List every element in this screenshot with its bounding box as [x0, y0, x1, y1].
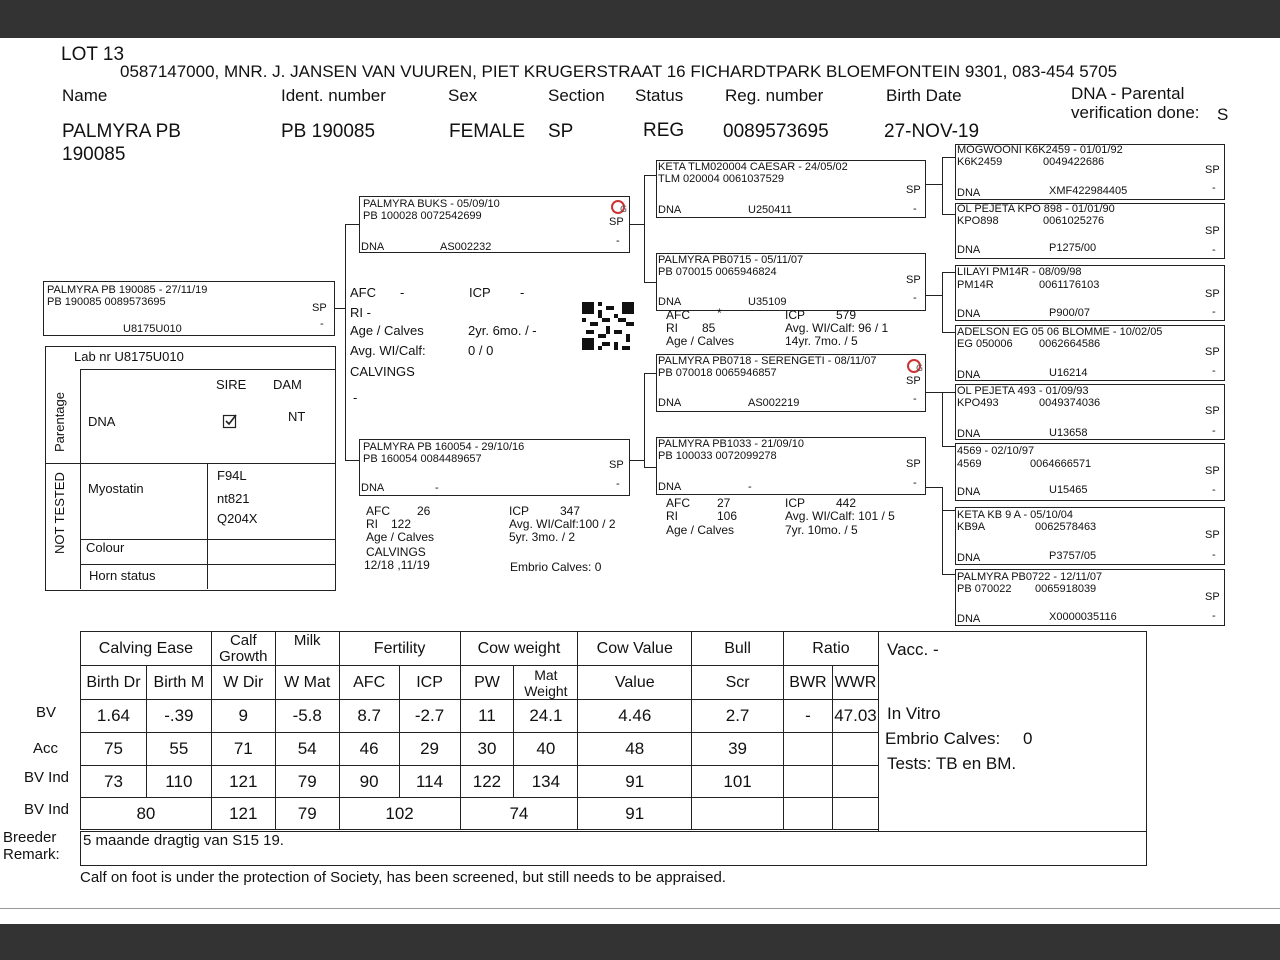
ggp-0-reg: 0049422686	[1043, 156, 1105, 168]
ind2-cell: 74	[460, 798, 578, 830]
col-w-mat: W Mat	[275, 666, 339, 700]
gp-3-afc-label: AFC	[666, 496, 690, 510]
calf-logo-icon	[611, 199, 627, 215]
ggp-2-section: SP	[1205, 288, 1220, 300]
ggp-1-reg: 0061025276	[1043, 215, 1105, 227]
dam-title: PALMYRA PB 160054 - 29/10/16	[363, 441, 525, 453]
row-label-bv-ind: BV Ind	[24, 769, 70, 786]
subject-icp-value: -	[520, 285, 525, 300]
gp-1-dna-code: U35109	[748, 296, 787, 308]
qr-code	[582, 301, 634, 351]
ggp-1-title: OL PEJETA KPO 898 - 01/01/90	[957, 203, 1115, 215]
sire-dash: -	[616, 235, 620, 247]
ggp-7-section: SP	[1205, 591, 1220, 603]
ggp-0-dash: -	[1212, 182, 1216, 194]
lab-results-box	[45, 346, 336, 591]
dam-age-label: Age / Calves	[366, 530, 435, 544]
group-fertility: Fertility	[339, 632, 460, 666]
animal-ident: PB 190085	[281, 121, 376, 142]
ind-cell	[783, 766, 832, 798]
bottom-bar	[0, 924, 1280, 960]
col-wwr: WWR	[832, 666, 878, 700]
horn-status-label: Horn status	[89, 568, 156, 583]
col-afc: AFC	[339, 666, 399, 700]
acc-cell: 75	[81, 733, 147, 766]
ind-cell: 114	[399, 766, 460, 798]
gp-3-dash: -	[913, 477, 917, 489]
ggp-0-dna-label: DNA	[957, 187, 981, 199]
grandparent-box-3	[656, 437, 926, 495]
row-label-bv: BV	[36, 704, 57, 721]
dam-dna-code: -	[435, 482, 439, 494]
gp-3-dna-code: -	[748, 481, 752, 493]
top-bar	[0, 0, 1280, 38]
animal-sex: FEMALE	[449, 121, 526, 142]
gp-1-reg: PB 070015 0065946824	[658, 266, 777, 278]
ggp-5-dna-code: U15465	[1049, 484, 1088, 496]
label-dna-1: DNA - Parental	[1071, 84, 1185, 103]
vacc-text: Vacc. -	[887, 640, 939, 659]
bv-cell: 9	[211, 700, 275, 733]
acc-cell: 40	[514, 733, 578, 766]
animal-name-1: PALMYRA PB	[62, 121, 181, 142]
colour-label: Colour	[86, 540, 125, 555]
ggp-2-dna-label: DNA	[957, 308, 981, 320]
gp-1-ri-label: RI	[666, 321, 678, 335]
myostatin-q204x: Q204X	[217, 511, 258, 526]
col-birth-dr: Birth Dr	[81, 666, 147, 700]
checkbox-checked-icon	[222, 413, 238, 429]
bv-cell: -	[783, 700, 832, 733]
ggp-5-id: 4569	[957, 458, 982, 470]
ggp-6-reg: 0062578463	[1035, 521, 1097, 533]
ggp-5-dna-label: DNA	[957, 486, 981, 498]
vaccination-panel	[878, 631, 1147, 832]
parentage-label: Parentage	[52, 392, 67, 452]
ggp-2-dna-code: P900/07	[1049, 307, 1090, 319]
dam-icp-label: ICP	[509, 504, 530, 518]
gp-3-reg: PB 100033 0072099278	[658, 450, 777, 462]
group-calf-growth: Calf Growth	[211, 632, 275, 666]
acc-cell: 55	[146, 733, 211, 766]
sire-pedigree-box	[359, 196, 630, 253]
gp-2-dash: -	[913, 393, 917, 405]
bv-cell: 47.03	[832, 700, 878, 733]
embrio-value: 0	[1023, 729, 1033, 748]
grandparent-box-2	[656, 354, 926, 412]
ggp-3-title: ADELSON EG 05 06 BLOMME - 10/02/05	[957, 326, 1163, 338]
ggp-1-dash: -	[1212, 244, 1216, 256]
calf-logo-icon	[907, 358, 923, 374]
acc-cell: 39	[692, 733, 784, 766]
dam-pedigree-box	[359, 439, 630, 496]
gp-0-section: SP	[906, 184, 921, 196]
embrio-label: Embrio Calves:	[885, 729, 1001, 748]
ggp-5-reg: 0064666571	[1030, 458, 1092, 470]
group-cow-value: Cow Value	[578, 632, 692, 666]
in-vitro-label: In Vitro	[887, 704, 941, 723]
lab-dam-dna-value: NT	[288, 409, 306, 424]
ggp-6-dash: -	[1212, 549, 1216, 561]
col-value: Value	[578, 666, 692, 700]
animal-section: SP	[548, 121, 574, 142]
great-grandparent-box-4	[955, 384, 1225, 440]
great-grandparent-box-3	[955, 325, 1225, 381]
ggp-4-dna-code: U13658	[1049, 427, 1088, 439]
dam-icp-value: 347	[560, 504, 581, 518]
ggp-7-title: PALMYRA PB0722 - 12/11/07	[957, 571, 1103, 583]
ggp-7-id: PB 070022	[957, 583, 1012, 595]
gp-0-dna-label: DNA	[658, 204, 682, 216]
grandparent-box-0	[656, 160, 926, 218]
animal-birth: 27-NOV-19	[884, 121, 980, 142]
animal-reg: 0089573695	[723, 121, 829, 142]
acc-cell: 71	[211, 733, 275, 766]
ggp-7-dash: -	[1212, 610, 1216, 622]
dam-calvings-value: 12/18 ,11/19	[364, 558, 430, 572]
ggp-6-id: KB9A	[957, 521, 986, 533]
gp-1-icp-label: ICP	[785, 308, 806, 322]
ind-cell: 101	[692, 766, 784, 798]
bv-cell: 4.46	[578, 700, 692, 733]
svg-text:G: G	[916, 364, 923, 374]
ggp-6-dna-label: DNA	[957, 552, 981, 564]
gp-3-wi: Avg. WI/Calf: 101 / 5	[785, 509, 895, 523]
gp-1-icp-value: 579	[836, 308, 857, 322]
great-grandparent-box-1	[955, 203, 1225, 259]
group-calving-ease: Calving Ease	[81, 632, 212, 666]
ggp-3-dna-label: DNA	[957, 369, 981, 381]
great-grandparent-box-2	[955, 265, 1225, 321]
ind2-cell: 102	[339, 798, 460, 830]
lab-sire-header: SIRE	[216, 377, 247, 392]
ggp-6-dna-code: P3757/05	[1049, 550, 1097, 562]
not-tested-label: NOT TESTED	[52, 472, 67, 554]
great-grandparent-box-0	[955, 144, 1225, 200]
acc-cell: 46	[339, 733, 399, 766]
sire-dna-label: DNA	[361, 241, 385, 253]
footer-note: Calf on foot is under the protection of Society, has been screened, but still needs to be appraised.	[80, 869, 726, 886]
ggp-1-section: SP	[1205, 225, 1220, 237]
group-cow-weight: Cow weight	[460, 632, 578, 666]
great-grandparent-box-5	[955, 443, 1225, 501]
owner-line: 0587147000, MNR. J. JANSEN VAN VUUREN, PIET KRUGERSTRAAT 16 FICHARDTPARK BLOEMFONTEIN 9301, 083-454 5705	[120, 62, 1118, 81]
col-w-dir: W Dir	[211, 666, 275, 700]
sire-dna-code: AS002232	[440, 241, 492, 253]
dam-age-value: 5yr. 3mo. / 2	[509, 530, 576, 544]
subject-title: PALMYRA PB 190085 - 27/11/19	[47, 284, 208, 296]
col-scr: Scr	[692, 666, 784, 700]
col-bwr: BWR	[783, 666, 832, 700]
myostatin-nt821: nt821	[217, 491, 250, 506]
label-status: Status	[635, 86, 684, 105]
acc-cell	[832, 733, 878, 766]
gp-1-age-label: Age / Calves	[666, 334, 735, 348]
subject-afc-value: -	[400, 285, 405, 300]
ind-cell: 91	[578, 766, 692, 798]
subject-dna-code: U8175U010	[123, 323, 182, 335]
ind2-cell: 91	[578, 798, 692, 830]
sire-section: SP	[609, 216, 624, 228]
ggp-6-section: SP	[1205, 529, 1220, 541]
gp-3-age-value: 7yr. 10mo. / 5	[785, 523, 858, 537]
gp-3-section: SP	[906, 458, 921, 470]
ggp-0-id: K6K2459	[957, 156, 1003, 168]
dam-afc-value: 26	[417, 504, 431, 518]
ggp-2-id: PM14R	[957, 279, 994, 291]
ggp-7-dna-label: DNA	[957, 613, 981, 625]
acc-cell: 30	[460, 733, 514, 766]
gp-1-afc-label: AFC	[666, 308, 690, 322]
subject-reg-line: PB 190085 0089573695	[47, 296, 166, 308]
ggp-0-dna-code: XMF422984405	[1049, 185, 1128, 197]
svg-text:G: G	[620, 205, 627, 215]
ggp-7-dna-code: X0000035116	[1049, 611, 1117, 623]
ggp-1-dna-code: P1275/00	[1049, 242, 1097, 254]
subject-afc-label: AFC	[350, 285, 376, 300]
label-sex: Sex	[448, 86, 478, 105]
ggp-7-reg: 0065918039	[1035, 583, 1097, 595]
remark-label-1: Breeder	[3, 829, 57, 846]
remark-label-2: Remark:	[3, 846, 60, 863]
label-dna-2: verification done:	[1071, 103, 1200, 122]
col-icp: ICP	[399, 666, 460, 700]
ggp-4-id: KPO493	[957, 397, 999, 409]
acc-cell: 54	[275, 733, 339, 766]
dam-ri-label: RI	[366, 517, 378, 531]
acc-cell	[783, 733, 832, 766]
gp-3-title: PALMYRA PB1033 - 21/09/10	[658, 438, 804, 450]
bv-cell: 8.7	[339, 700, 399, 733]
label-name: Name	[62, 86, 108, 105]
great-grandparent-box-6	[955, 507, 1225, 565]
divider	[0, 908, 1280, 909]
ind-cell: 110	[146, 766, 211, 798]
label-birth: Birth Date	[886, 86, 962, 105]
ggp-3-dash: -	[1212, 365, 1216, 377]
gp-3-icp-label: ICP	[785, 496, 806, 510]
gp-0-title: KETA TLM020004 CAESAR - 24/05/02	[658, 161, 848, 173]
dam-reg-line: PB 160054 0084489657	[363, 453, 482, 465]
ggp-3-section: SP	[1205, 346, 1220, 358]
ggp-4-reg: 0049374036	[1039, 397, 1101, 409]
ind-cell	[832, 766, 878, 798]
subject-section: SP	[312, 302, 327, 314]
bv-cell: 24.1	[514, 700, 578, 733]
bv-cell: 1.64	[81, 700, 147, 733]
gp-1-wi: Avg. WI/Calf: 96 / 1	[785, 321, 889, 335]
remark-text: 5 maande dragtig van S15 19.	[83, 832, 284, 849]
subject-wi-label: Avg. WI/Calf:	[350, 343, 426, 358]
dam-afc-label: AFC	[366, 504, 390, 518]
gp-1-section: SP	[906, 274, 921, 286]
gp-1-age-value: 14yr. 7mo. / 5	[785, 334, 858, 348]
ind-cell: 122	[460, 766, 514, 798]
myostatin-label: Myostatin	[88, 481, 144, 496]
group-milk: Milk	[275, 632, 339, 666]
gp-0-reg: TLM 020004 0061037529	[658, 173, 784, 185]
lot-number: LOT 13	[61, 44, 125, 65]
great-grandparent-box-7	[955, 569, 1225, 626]
gp-3-icp-value: 442	[836, 496, 857, 510]
acc-cell: 29	[399, 733, 460, 766]
tests-text: Tests: TB en BM.	[887, 754, 1017, 773]
dam-section: SP	[609, 459, 624, 471]
remark-box	[80, 831, 1147, 866]
gp-3-afc-value: 27	[717, 496, 731, 510]
ggp-2-title: LILAYI PM14R - 08/09/98	[957, 266, 1082, 278]
subject-age-label: Age / Calves	[350, 323, 424, 338]
animal-name-2: 190085	[62, 144, 126, 165]
breeding-values-table	[80, 631, 879, 830]
gp-0-dash: -	[913, 203, 917, 215]
ggp-5-dash: -	[1212, 484, 1216, 496]
col-birth-m: Birth M	[146, 666, 211, 700]
subject-wi-value: 0 / 0	[468, 343, 494, 358]
bv-cell: 11	[460, 700, 514, 733]
ind-cell: 73	[81, 766, 147, 798]
lab-dam-header: DAM	[273, 377, 302, 392]
subject-pedigree-box	[43, 281, 335, 336]
gp-2-dna-label: DNA	[658, 397, 682, 409]
dam-ri-value: 122	[391, 517, 412, 531]
ggp-4-dna-label: DNA	[957, 428, 981, 440]
dam-calvings-label: CALVINGS	[366, 545, 426, 559]
ind2-cell: 121	[211, 798, 275, 830]
ggp-0-title: MOGWOONI K6K2459 - 01/01/92	[957, 144, 1123, 156]
gp-3-dna-label: DNA	[658, 481, 682, 493]
lab-dna-label: DNA	[88, 414, 116, 429]
ind-cell: 121	[211, 766, 275, 798]
ggp-3-dna-code: U16214	[1049, 367, 1088, 379]
subject-icp-label: ICP	[469, 285, 491, 300]
label-ident: Ident. number	[281, 86, 386, 105]
ind2-cell: 80	[81, 798, 212, 830]
sire-title: PALMYRA BUKS - 05/09/10	[363, 198, 500, 210]
ggp-4-section: SP	[1205, 405, 1220, 417]
dna-verification-value: S	[1217, 105, 1229, 124]
subject-dash: -	[320, 318, 324, 330]
ggp-3-id: EG 050006	[957, 338, 1013, 350]
row-label-acc: Acc	[33, 740, 59, 757]
acc-cell: 48	[578, 733, 692, 766]
subject-calvings-label: CALVINGS	[350, 364, 415, 379]
gp-1-ri-value: 85	[702, 321, 716, 335]
subject-ri: RI -	[350, 305, 371, 320]
gp-3-ri-value: 106	[717, 509, 738, 523]
gp-2-reg: PB 070018 0065946857	[658, 367, 777, 379]
ggp-4-dash: -	[1212, 425, 1216, 437]
bv-cell: 2.7	[692, 700, 784, 733]
label-reg: Reg. number	[725, 86, 824, 105]
col-mat-weight: Mat Weight	[514, 666, 578, 700]
ind-cell: 90	[339, 766, 399, 798]
gp-3-age-label: Age / Calves	[666, 523, 735, 537]
ind-cell: 134	[514, 766, 578, 798]
gp-1-afc-value: *	[717, 306, 722, 320]
ind-cell: 79	[275, 766, 339, 798]
ind2-cell: 79	[275, 798, 339, 830]
bv-cell: -2.7	[399, 700, 460, 733]
dam-wi: Avg. WI/Calf:100 / 2	[509, 517, 616, 531]
ggp-6-title: KETA KB 9 A - 05/10/04	[957, 509, 1073, 521]
ggp-1-id: KPO898	[957, 215, 999, 227]
subject-age-value: 2yr. 6mo. / -	[468, 323, 537, 338]
row-label-bv-ind-2: BV Ind	[24, 801, 70, 818]
gp-2-section: SP	[906, 375, 921, 387]
ggp-5-section: SP	[1205, 465, 1220, 477]
group-ratio: Ratio	[783, 632, 878, 666]
gp-3-ri-label: RI	[666, 509, 678, 523]
gp-1-dna-label: DNA	[658, 296, 682, 308]
gp-2-dna-code: AS002219	[748, 397, 800, 409]
subject-calvings-value: -	[353, 390, 358, 405]
ggp-2-reg: 0061176103	[1039, 279, 1100, 291]
bv-cell: -.39	[146, 700, 211, 733]
ggp-4-title: OL PEJETA 493 - 01/09/93	[957, 385, 1089, 397]
myostatin-f94l: F94L	[217, 468, 247, 483]
grandparent-box-1	[656, 253, 926, 311]
ggp-0-section: SP	[1205, 164, 1220, 176]
ggp-5-title: 4569 - 02/10/97	[957, 445, 1035, 457]
gp-2-title: PALMYRA PB0718 - SERENGETI - 08/11/07	[658, 355, 877, 367]
lab-number: Lab nr U8175U010	[74, 349, 184, 364]
animal-status: REG	[643, 120, 685, 141]
gp-0-dna-code: U250411	[748, 204, 792, 216]
bv-cell: -5.8	[275, 700, 339, 733]
gp-1-title: PALMYRA PB0715 - 05/11/07	[658, 254, 804, 266]
group-bull: Bull	[692, 632, 784, 666]
ggp-1-dna-label: DNA	[957, 244, 981, 256]
label-section: Section	[548, 86, 605, 105]
ggp-3-reg: 0062664586	[1039, 338, 1101, 350]
dam-dash: -	[616, 478, 620, 490]
gp-1-dash: -	[913, 292, 917, 304]
sire-reg-line: PB 100028 0072542699	[363, 210, 482, 222]
dam-dna-label: DNA	[361, 482, 385, 494]
dam-embrio: Embrio Calves: 0	[510, 560, 602, 574]
col-pw: PW	[460, 666, 514, 700]
ggp-2-dash: -	[1212, 306, 1216, 318]
